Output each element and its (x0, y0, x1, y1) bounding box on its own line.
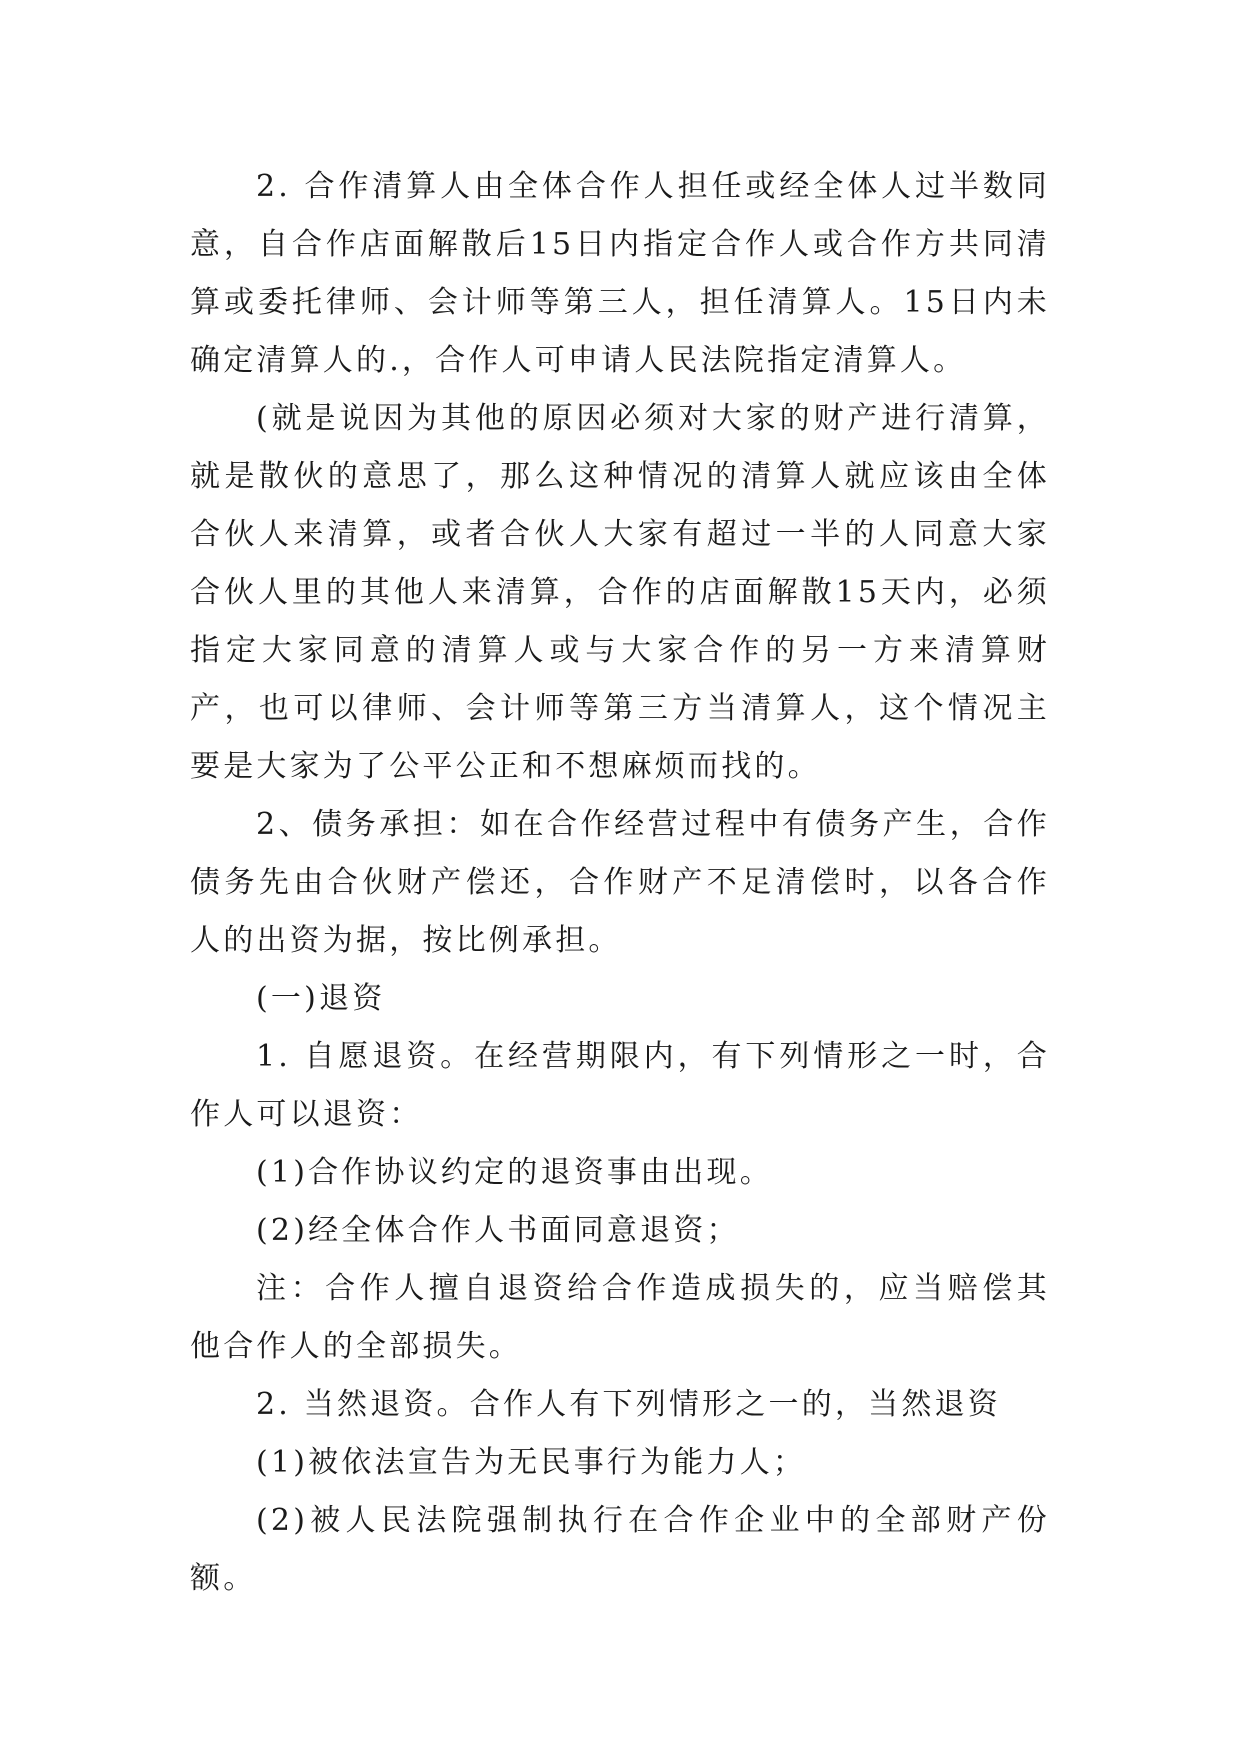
paragraph-automatic-withdrawal: 2. 当然退资。合作人有下列情形之一的，当然退资 (256, 1387, 1001, 1422)
list-item-written-consent: (2)经全体合作人书面同意退资； (256, 1213, 740, 1248)
paragraph-liquidator-appointment: 2. 合作清算人由全体合作人担任或经全体人过半数同意，自合作店面解散后15日内指定合作人或合作方共同清算或委托律师、会计师等第三人，担任清算人。15日内未确定清算人的.，合作人可申请人民法院指定清算人。 (190, 169, 1050, 378)
paragraph-note-compensation: 注：合作人擅自退资给合作造成损失的，应当赔偿其他合作人的全部损失。 (190, 1271, 1050, 1364)
paragraph-debt-bearing: 2、债务承担：如在合作经营过程中有债务产生，合作债务先由合伙财产偿还，合作财产不足清偿时，以各合作人的出资为据，按比例承担。 (190, 807, 1050, 958)
paragraph-liquidator-explanation: (就是说因为其他的原因必须对大家的财产进行清算，就是散伙的意思了，那么这种情况的清算人就应该由全体合伙人来清算，或者合伙人大家有超过一半的人同意大家合伙人里的其他人来清算，合作的店面解散15天内，必须指定大家同意的清算人或与大家合作的另一方来清算财产，也可以律师、会计师等第三方当清算人，这个情况主要是大家为了公平公正和不想麻烦而找的。 (190, 401, 1050, 784)
list-item-incapacity: (1)被依法宣告为无民事行为能力人； (256, 1445, 807, 1480)
paragraph-voluntary-withdrawal: 1. 自愿退资。在经营期限内，有下列情形之一时，合作人可以退资： (190, 1039, 1050, 1132)
document-body (190, 158, 1050, 1608)
list-item-agreed-reason: (1)合作协议约定的退资事由出现。 (256, 1155, 773, 1190)
section-heading-withdrawal: (一)退资 (256, 981, 386, 1016)
list-item-enforcement: (2)被人民法院强制执行在合作企业中的全部财产份额。 (190, 1503, 1050, 1596)
